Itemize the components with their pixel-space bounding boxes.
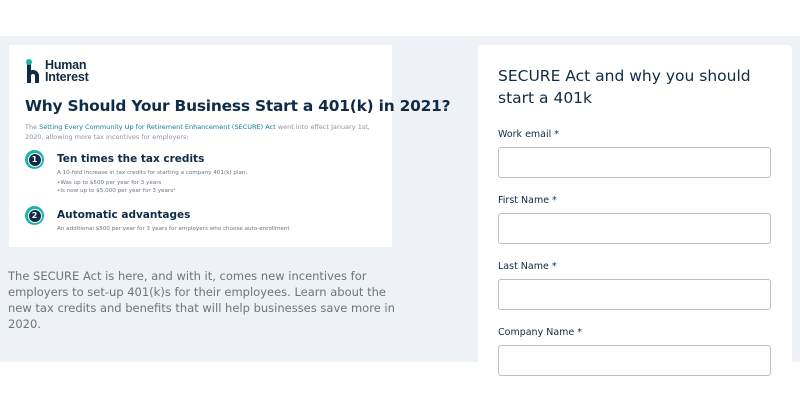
work-email-field[interactable] <box>498 147 771 178</box>
promo-card <box>9 45 451 247</box>
number-badge-icon: 1 <box>25 150 44 169</box>
benefit-bullet: • Is now up to $5,000 per year for 3 years¹ <box>57 187 376 195</box>
company-name-label: Company Name * <box>498 327 583 338</box>
benefit-subtitle: A 10-fold increase in tax credits for starting a company 401(k) plan: <box>57 170 248 176</box>
logo-mark-icon <box>25 59 41 83</box>
number-badge-icon: 2 <box>25 206 44 225</box>
benefit-item <box>25 206 376 233</box>
logo-wordmark: Human Interest <box>45 58 89 84</box>
benefit-title: Ten times the tax credits <box>57 153 205 165</box>
promo-intro: The Setting Every Community Up for Retirement Enhancement (SECURE) Act went into effect January 1st, 2020, allowing more tax incentives for employers: <box>25 123 370 141</box>
company-name-field[interactable] <box>498 345 771 376</box>
form-title: SECURE Act and why you should start a 401k <box>498 67 751 107</box>
benefit-item <box>25 150 376 195</box>
human-interest-logo <box>25 59 376 85</box>
benefit-title: Automatic advantages <box>57 209 191 221</box>
last-name-field[interactable] <box>498 279 771 310</box>
benefit-subtitle: An additional $500 per year for 3 years for employers who choose auto-enrollment <box>57 226 290 232</box>
promo-title: Why Should Your Business Start a 401(k) in 2021? <box>25 97 451 115</box>
last-name-label: Last Name * <box>498 261 557 272</box>
benefit-bullet: • Was up to $500 per year for 3 years <box>57 179 376 187</box>
first-name-field[interactable] <box>498 213 771 244</box>
first-name-label: First Name * <box>498 195 557 206</box>
secure-act-link: Setting Every Community Up for Retirement Enhancement (SECURE) Act <box>39 123 276 131</box>
page-description: The SECURE Act is here, and with it, comes new incentives for employers to set-up 401(k)s for their employees. Learn about the new tax credits and benefits that will help businesses save more in 2020. <box>8 269 395 331</box>
work-email-label: Work email * <box>498 129 560 140</box>
signup-form <box>478 45 792 362</box>
benefit-bullets <box>57 179 376 195</box>
